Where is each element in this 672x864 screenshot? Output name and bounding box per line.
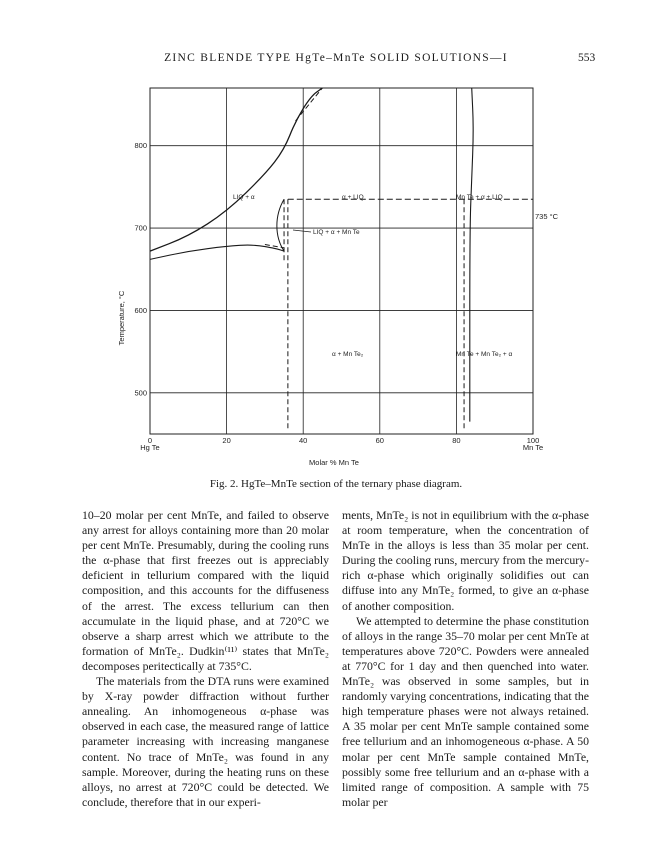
x-end-label-hgte: Hg Te: [140, 443, 160, 452]
right-paragraph-1: ments, MnTe₂ is not in equilibrium with the α-phase at room temperature, when the concentration of MnTe in the alloys is less than 35 molar per cent. During the cooling runs, mercury from the mercury-rich α-phase which originally solidifies out can diffuse into any MnTe₂ formed, to give an α-phase of another composition.: [342, 508, 590, 613]
page-number: 553: [578, 52, 596, 64]
left-paragraph-2: The materials from the DTA runs were examined by X-ray powder diffraction without further annealing. An inhomogeneous α-phase was observed in each case, the measured range of lattice parameter increasing with increasing manganese content. No trace of MnTe₂ was found in any sample. Moreover, during the heating runs on these alloys, no arrest at 720°C could be detected. We conclude, therefore that in our experi-: [82, 674, 329, 809]
x-tick-label: 100: [526, 436, 540, 445]
y-tick-label: 600: [134, 305, 147, 315]
region-label-mnte-alpha-liq: Mn Te + α + LIQ: [456, 194, 503, 201]
plot-frame: [150, 88, 533, 434]
x-tick-label: 20: [222, 436, 231, 445]
phase-boundary-2: [470, 88, 473, 422]
region-label-alpha-liq: α + LIQ: [342, 194, 364, 201]
phase-boundary-1: [150, 245, 284, 259]
isotherm-label: 735 °C: [535, 212, 559, 221]
y-axis-label: Temperature, °C: [117, 290, 126, 346]
phase-boundaries: [150, 88, 533, 430]
label-leader-line: [293, 230, 311, 232]
peritectic-lens: [277, 199, 284, 251]
x-tick-label: 0: [147, 436, 153, 445]
region-label-mnte-mnte2-alpha: Mn Te + Mn Te₂ + α: [456, 351, 513, 358]
x-tick-label: 40: [299, 436, 308, 445]
x-tick-label: 80: [452, 436, 461, 445]
figure-caption: Fig. 2. HgTe–MnTe section of the ternary phase diagram.: [209, 478, 463, 490]
x-tick-label: 60: [375, 436, 384, 445]
y-tick-label: 700: [134, 223, 147, 233]
left-paragraph-1: 10–20 molar per cent MnTe, and failed to observe any arrest for alloys containing more than 20 molar per cent MnTe. Presumably, during the cooling runs the α-phase that first freezes out is appreciably deficient in tellurium compared with the liquid composition, and this accounts for the diffuseness of the arrest. The excess tellurium can then accumulate in the liquid phase, and at 720°C we observe a sharp arrest which we attribute to the formation of MnTe₂. Dudkin⁽¹¹⁾ states that MnTe₂ decomposes peritectically at 735°C.: [82, 508, 329, 673]
x-axis-label: Molar % Mn Te: [309, 458, 359, 467]
phase-boundary-0: [150, 88, 322, 251]
x-end-label-mnte: Mn Te: [522, 443, 544, 452]
y-tick-label: 800: [134, 141, 147, 151]
region-label-alpha-mnte2: α + Mn Te₂: [332, 351, 364, 358]
region-label-liq-alpha-mnte: LIQ + α + Mn Te: [313, 229, 360, 236]
right-paragraph-2: We attempted to determine the phase constitution of alloys in the range 35–70 molar per cent MnTe at temperatures above 720°C. Powders were annealed at 770°C for 1 day and then quenched into water. MnTe₂ was observed in some samples, but in randomly varying concentrations, indicating that the high temperature phases were not always retained. A 35 molar per cent MnTe sample contained some free tellurium and an inhomogeneous α-phase. A 50 molar per cent MnTe sample contained MnTe, possibly some free tellurium and an α-phase with a limited range of composition. A sample with 75 molar per: [342, 613, 590, 809]
tick-labels: [134, 141, 539, 445]
running-header: ZINC BLENDE TYPE HgTe–MnTe SOLID SOLUTIONS—I: [164, 52, 508, 64]
y-tick-label: 500: [134, 388, 147, 398]
right-column: [342, 508, 589, 810]
grid-lines: [150, 88, 533, 434]
region-label-liq-alpha: LIQ + α: [233, 194, 255, 201]
left-column: [82, 508, 329, 810]
